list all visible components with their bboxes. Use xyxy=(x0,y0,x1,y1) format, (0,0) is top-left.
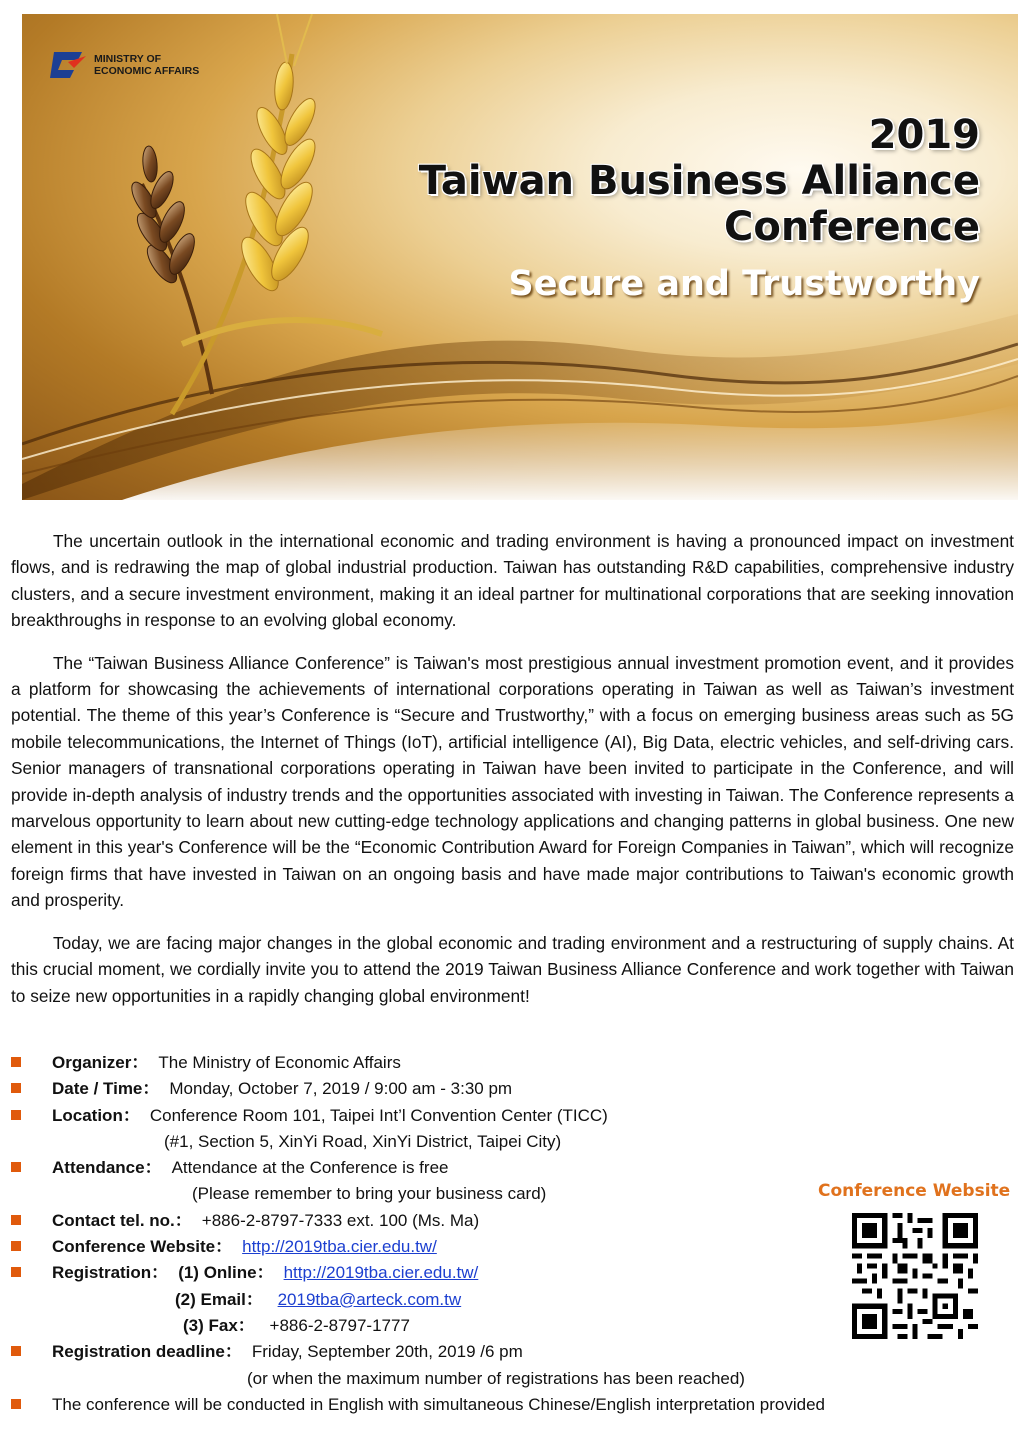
detail-deadline xyxy=(11,1339,811,1365)
location-value: Conference Room 101, Taipei Int’l Convention Center (TICC) xyxy=(149,1105,608,1125)
detail-datetime xyxy=(11,1076,811,1102)
paragraph-1: The uncertain outlook in the international economic and trading environment is having a pronounced impact on investment flows, and is redrawing the map of global industrial production. Taiwan has outstanding R&D capabilities, comprehensive industry clusters, and a secure investment environment, making it an ideal partner for multinational corporations that are seeking innovation breakthroughs in response to an evolving global economy. xyxy=(11,531,1014,631)
event-details xyxy=(11,1050,826,1418)
ministry-logo xyxy=(48,48,199,82)
detail-website xyxy=(11,1234,811,1260)
reg-email-link[interactable]: 2019tba@arteck.com.tw xyxy=(277,1289,462,1309)
bullet-icon xyxy=(11,1215,21,1225)
title-year: 2019 xyxy=(868,112,980,158)
detail-registration xyxy=(11,1260,811,1286)
reg-online-link[interactable]: http://2019tba.cier.edu.tw/ xyxy=(283,1263,479,1283)
qr-code-icon[interactable] xyxy=(852,1213,978,1339)
website-link[interactable]: http://2019tba.cier.edu.tw/ xyxy=(242,1237,437,1257)
detail-organizer xyxy=(11,1050,811,1076)
detail-contact xyxy=(11,1208,811,1234)
conference-title xyxy=(419,112,980,304)
reg-online-label: (1) Online： xyxy=(178,1263,274,1283)
bullet-icon xyxy=(11,1057,21,1067)
bullet-icon xyxy=(11,1346,21,1356)
logo-line-1: MINISTRY OF xyxy=(94,53,162,65)
title-name: Taiwan Business Alliance xyxy=(418,158,980,204)
reg-email-row xyxy=(11,1287,811,1313)
contact-value: +886-2-8797-7333 ext. 100 (Ms. Ma) xyxy=(201,1210,480,1230)
banner xyxy=(22,14,1018,500)
organizer-value: The Ministry of Economic Affairs xyxy=(158,1053,401,1072)
attendance-value: Attendance at the Conference is free xyxy=(171,1158,449,1178)
attendance-note: (Please remember to bring your business card) xyxy=(192,1184,547,1204)
paragraph-2: The “Taiwan Business Alliance Conference” is Taiwan's most prestigious annual investment promotion event, and it provides a platform for showcasing the achievements of international corporations operating in Taiwan as well as Taiwan’s investment potential. The theme of this year’s Conference is “Secure and Trustworthy,” with a focus on emerging business areas such as 5G mobile telecommunications, the Internet of Things (IoT), artificial intelligence (AI), Big Data, electric vehicles, and self-driving cars. Senior managers of transnational corporations operating in Taiwan have been invited to participate in the Conference, and will provide in-depth analysis of industry trends and the opportunities associated with investing in Taiwan. The Conference represents a marvelous opportunity to learn about new cutting-edge technology applications and changing patterns in global business. One new element in this year's Conference will be the “Economic Contribution Award for Foreign Companies in Taiwan”, which will recognize foreign firms that have invested in Taiwan on an ongoing basis and have made major contributions to Taiwan's economic growth and prosperity. xyxy=(11,652,1014,911)
reg-fax-label: (3) Fax： xyxy=(183,1315,255,1335)
bullet-icon xyxy=(11,1110,21,1120)
intro-text xyxy=(11,528,1014,1025)
reg-fax-value: +886-2-8797-1777 xyxy=(269,1315,410,1335)
deadline-note: (or when the maximum number of registrations has been reached) xyxy=(247,1368,745,1388)
location-address: (#1, Section 5, XinYi Road, XinYi District, Taipei City) xyxy=(164,1131,562,1151)
title-conference: Conference xyxy=(723,204,980,250)
moea-emblem-icon xyxy=(48,48,88,82)
language-note: The conference will be conducted in English with simultaneous Chinese/English interpretation provided xyxy=(52,1394,826,1414)
datetime-label: Date / Time： xyxy=(52,1079,160,1099)
conference-theme: Secure and Trustworthy xyxy=(508,264,980,304)
datetime-value: Monday, October 7, 2019 / 9:00 am - 3:30 pm xyxy=(169,1079,513,1099)
bullet-icon xyxy=(11,1241,21,1251)
logo-line-2: ECONOMIC AFFAIRS xyxy=(94,65,200,77)
ministry-logo-text xyxy=(94,53,199,77)
location-label: Location： xyxy=(52,1105,140,1125)
reg-fax-row xyxy=(11,1313,811,1339)
deadline-value: Friday, September 20th, 2019 /6 pm xyxy=(251,1342,523,1362)
bullet-icon xyxy=(11,1162,21,1172)
paragraph-3: Today, we are facing major changes in the global economic and trading environment and a restructuring of supply chains. At this crucial moment, we cordially invite you to attend the 2019 Taiwan Business Alliance Conference and work together with Taiwan to seize new opportunities in a rapidly changing global environment! xyxy=(11,932,1014,1006)
bullet-icon xyxy=(11,1399,21,1409)
deadline-label: Registration deadline： xyxy=(52,1342,242,1362)
detail-location xyxy=(11,1103,811,1129)
organizer-label: Organizer： xyxy=(52,1053,149,1072)
detail-attendance xyxy=(11,1155,811,1181)
registration-label: Registration： xyxy=(52,1263,169,1283)
website-label: Conference Website： xyxy=(52,1237,233,1257)
contact-label: Contact tel. no.： xyxy=(52,1210,192,1230)
bullet-icon xyxy=(11,1267,21,1277)
bullet-icon xyxy=(11,1083,21,1093)
attendance-label: Attendance： xyxy=(52,1158,162,1178)
detail-language xyxy=(11,1392,826,1418)
reg-email-label: (2) Email： xyxy=(175,1289,263,1309)
qr-title: Conference Website xyxy=(818,1181,1011,1201)
